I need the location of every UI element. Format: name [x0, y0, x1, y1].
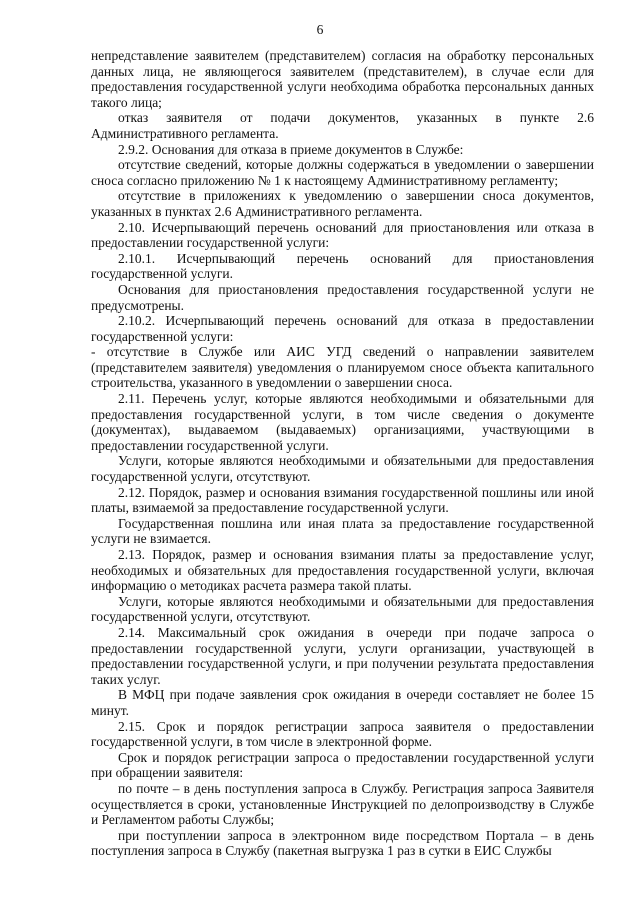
paragraph: 2.15. Срок и порядок регистрации запроса заявителя о предоставлении государственной услуги, в том числе в электронной форме. [91, 718, 594, 750]
paragraph: Основания для приостановления предоставления государственной услуги не предусмотрены. [91, 281, 594, 313]
paragraph: 2.10. Исчерпывающий перечень оснований для приостановления или отказа в предоставлении государственной услуги: [91, 219, 594, 251]
paragraph: 2.10.2. Исчерпывающий перечень оснований для отказа в предоставлении государственной услуги: [91, 313, 594, 344]
paragraph: отсутствие в приложениях к уведомлению о завершении сноса документов, указанных в пунктах 2.6 Административного регламента. [91, 188, 594, 219]
paragraph: Услуги, которые являются необходимыми и обязательными для предоставления государственной услуги, отсутствуют. [91, 593, 594, 625]
paragraph: непредставление заявителем (представителем) согласия на обработку персональных данных лица, не являющегося заявителем (представителем), в случае если для предоставления государственной услуги необходима обработка персональных данных такого лица; [91, 48, 594, 110]
paragraph: 2.11. Перечень услуг, которые являются необходимыми и обязательными для предоставления государственной услуги, в том числе сведения о документе (документах), выдаваемом (выдаваемых) организациями, участвующими в предоставлении государственной услуги. [91, 391, 594, 453]
document-body [91, 48, 594, 859]
paragraph: 2.14. Максимальный срок ожидания в очереди при подаче запроса о предоставлении государственной услуги, услуги организации, участвующей в предоставлении государственной услуги, и при получении результата предоставления таких услуг. [91, 624, 594, 687]
paragraph: Услуги, которые являются необходимыми и обязательными для предоставления государственной услуги, отсутствуют. [91, 453, 594, 485]
paragraph: - отсутствие в Службе или АИС УГД сведений о направлении заявителем (представителем заявителя) уведомления о планируемом сносе объекта капитального строительства, указанного в уведомлении о завершении сноса. [91, 344, 594, 391]
paragraph: Государственная пошлина или иная плата за предоставление государственной услуги не взимается. [91, 515, 594, 547]
page-number: 6 [316, 22, 324, 37]
paragraph: отказ заявителя от подачи документов, указанных в пункте 2.6 Административного регламента. [91, 110, 594, 141]
paragraph: при поступлении запроса в электронном виде посредством Портала – в день поступления запроса в Службу (пакетная выгрузка 1 раз в сутки в ЕИС Службы [91, 827, 594, 859]
paragraph: отсутствие сведений, которые должны содержаться в уведомлении о завершении сноса согласно приложению № 1 к настоящему Административному регламенту; [91, 157, 594, 188]
paragraph: Срок и порядок регистрации запроса о предоставлении государственной услуги при обращении заявителя: [91, 749, 594, 781]
paragraph: 2.9.2. Основания для отказа в приеме документов в Службе: [118, 141, 464, 157]
paragraph: 2.10.1. Исчерпывающий перечень оснований для приостановления государственной услуги. [91, 250, 594, 282]
paragraph: 2.12. Порядок, размер и основания взимания государственной пошлины или иной платы, взимаемой за предоставление государственной услуги. [91, 484, 594, 516]
paragraph: В МФЦ при подаче заявления срок ожидания в очереди составляет не более 15 минут. [91, 687, 594, 718]
paragraph: 2.13. Порядок, размер и основания взимания платы за предоставление услуг, необходимых и обязательных для предоставления государственной услуги, включая информацию о методиках расчета размера такой платы. [91, 547, 594, 594]
paragraph: по почте – в день поступления запроса в Службу. Регистрация запроса Заявителя осуществляется в сроки, установленные Инструкцией по делопроизводству в Службе и Регламентом работы Службы; [91, 780, 594, 828]
